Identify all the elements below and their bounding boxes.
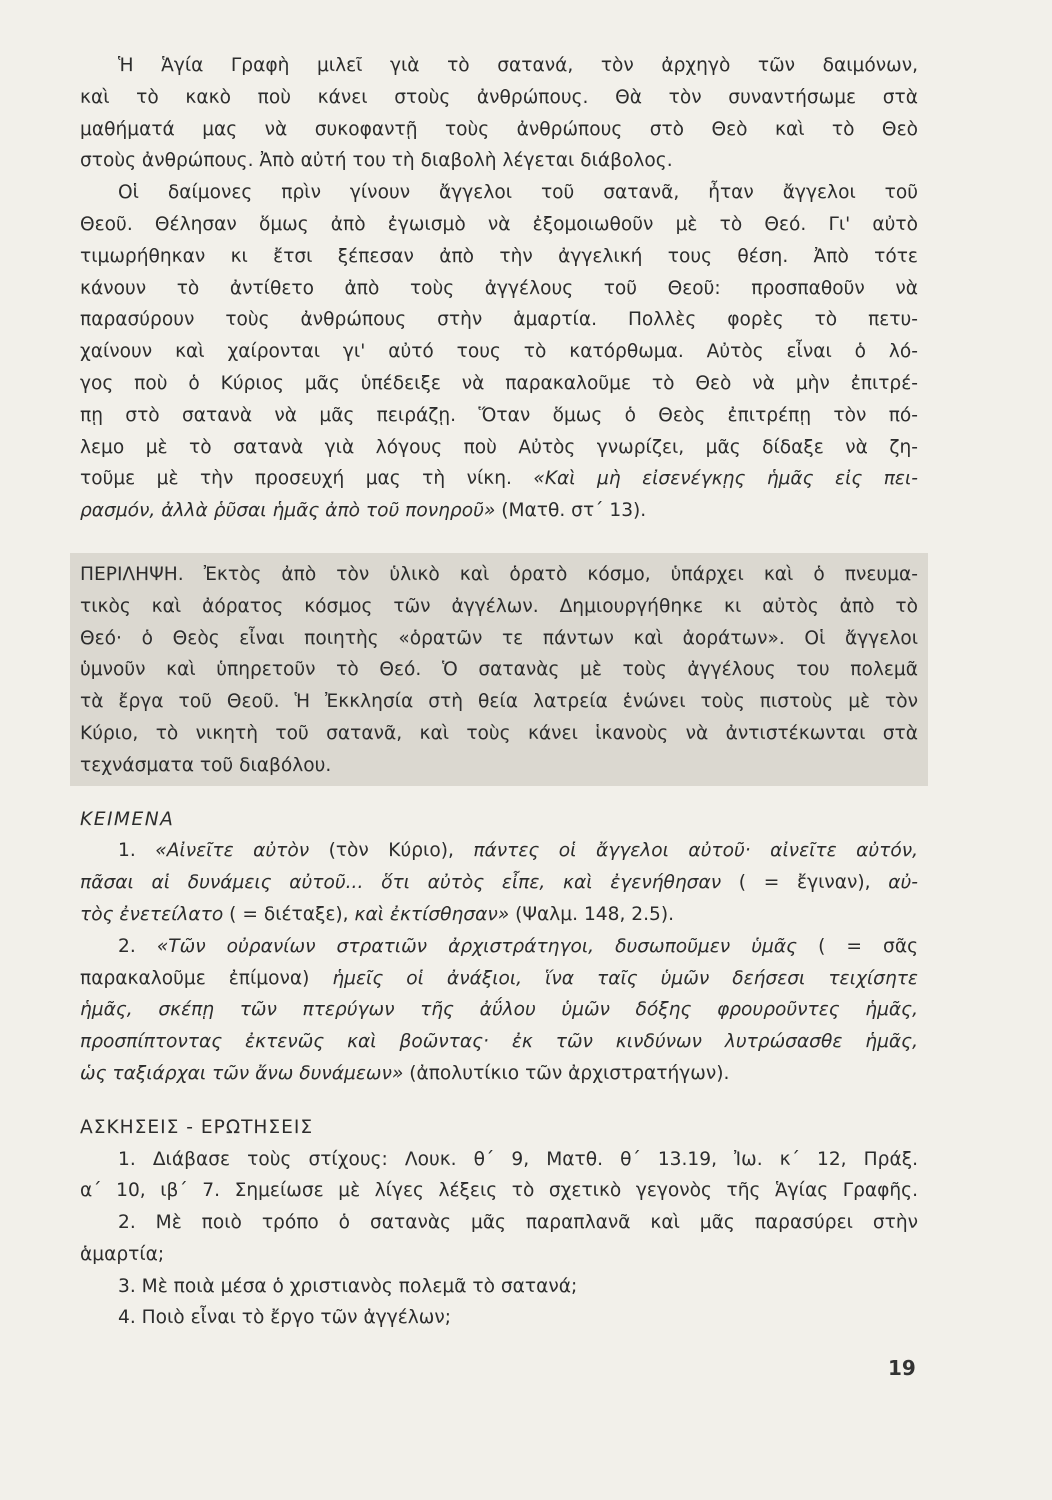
italic-quote: ὡς ταξιάρχαι τῶν ἄνω δυνάμεων» <box>80 1062 404 1084</box>
text-run: παρασύρουν τοὺς ἀνθρώπους στὴν ἁμαρτία. Πολλὲς φορὲς τὸ πετυ- <box>80 309 918 331</box>
summary-line <box>80 686 918 718</box>
main-text-line <box>80 82 918 114</box>
main-text-line <box>80 400 918 432</box>
italic-quote: προσπίπτοντας ἐκτενῶς καὶ βοῶντας· ἐκ τῶν κινδύνων λυτρώσασθε ἡμᾶς, <box>80 1031 918 1053</box>
text-run: ὑμνοῦν καὶ ὑπηρετοῦν τὸ Θεό. Ὁ σατανὰς μὲ τοὺς ἀγγέλους του πολεμᾶ <box>80 659 918 681</box>
main-text-line <box>80 463 918 495</box>
text-run: 2. Μὲ ποιὸ τρόπο ὁ σατανὰς μᾶς παραπλανᾶ καὶ μᾶς παρασύρει στὴν <box>118 1212 918 1234</box>
text-run: Κύριο, τὸ νικητὴ τοῦ σατανᾶ, καὶ τοὺς κάνει ἱκανοὺς νὰ ἀντιστέκωνται στὰ <box>80 722 918 744</box>
text-run: κάνουν τὸ ἀντίθετο ἀπὸ τοὺς ἀγγέλους τοῦ Θεοῦ: προσπαθοῦν νὰ <box>80 277 918 299</box>
text-run: ΠΕΡΙΛΗΨΗ. Ἐκτὸς ἀπὸ τὸν ὑλικὸ καὶ ὁρατὸ κόσμο, ὑπάρχει καὶ ὁ πνευμα- <box>80 563 918 585</box>
question-line <box>80 1175 918 1207</box>
text-run: (ἀπολυτίκιο τῶν ἀρχιστρατήγων). <box>403 1062 730 1084</box>
main-text-line <box>80 241 918 273</box>
keimena-heading: ΚΕΙΜΕΝΑ <box>80 808 175 830</box>
main-text-line <box>80 304 918 336</box>
askiseis-list <box>80 1144 918 1335</box>
summary-line <box>80 718 918 750</box>
page-number: 19 <box>888 1356 916 1380</box>
keimena-line <box>80 835 918 867</box>
question-line <box>80 1239 918 1271</box>
text-run: γος ποὺ ὁ Κύριος μᾶς ὑπέδειξε νὰ παρακαλοῦμε τὸ Θεὸ νὰ μὴν ἐπιτρέ- <box>80 372 918 394</box>
main-text <box>80 50 918 527</box>
text-run: 1. Διάβασε τοὺς στίχους: Λουκ. θ΄ 9, Ματθ. θ΄ 13.19, Ἰω. κ΄ 12, Πράξ. <box>118 1148 918 1170</box>
main-text-line <box>80 368 918 400</box>
text-run: Οἱ δαίμονες πρὶν γίνουν ἄγγελοι τοῦ σατανᾶ, ἦταν ἄγγελοι τοῦ <box>118 182 918 204</box>
question-line <box>80 1302 918 1334</box>
main-text-line <box>80 50 918 82</box>
italic-quote: ρασμόν, ἀλλὰ ῥῦσαι ἡμᾶς ἀπὸ τοῦ πονηροῦ» <box>80 500 496 522</box>
page-body <box>80 50 918 1334</box>
keimena-texts <box>80 835 918 1089</box>
main-text-line <box>80 177 918 209</box>
text-run: τεχνάσματα τοῦ διαβόλου. <box>80 754 332 776</box>
summary-box <box>70 553 928 786</box>
text-run: Θεοῦ. Θέλησαν ὅμως ἀπὸ ἐγωισμὸ νὰ ἐξομοιωθοῦν μὲ τὸ Θεό. Γι' αὐτὸ <box>80 213 918 235</box>
keimena-line <box>80 1058 918 1090</box>
text-run: (Ψαλμ. 148, 2.5). <box>509 903 675 925</box>
text-run: τοῦμε μὲ τὴν προσευχή μας τὴ νίκη. <box>80 468 512 490</box>
text-run: ( = ἔγιναν), <box>721 872 889 894</box>
italic-quote: «Αἰνεῖτε αὐτὸν <box>155 840 310 862</box>
text-run: (Ματθ. στ΄ 13). <box>495 500 647 522</box>
text-run: χαίνουν καὶ χαίρονται γι' αὐτό τους τὸ κατόρθωμα. Αὐτὸς εἶναι ὁ λό- <box>80 341 918 363</box>
text-run: Ἡ Ἁγία Γραφὴ μιλεῖ γιὰ τὸ σατανά, τὸν ἀρχηγὸ τῶν δαιμόνων, <box>118 55 918 76</box>
text-run: ( = διέταξε), <box>223 903 355 925</box>
keimena-line <box>80 994 918 1026</box>
text-run: Θεό· ὁ Θεὸς εἶναι ποιητὴς «ὁρατῶν τε πάντων καὶ ἀοράτων». Οἱ ἄγγελοι <box>80 627 918 649</box>
italic-quote: αὐ- <box>888 872 918 894</box>
askiseis-heading: ΑΣΚΗΣΕΙΣ - ΕΡΩΤΗΣΕΙΣ <box>80 1116 314 1138</box>
text-run: καὶ τὸ κακὸ ποὺ κάνει στοὺς ἀνθρώπους. Θὰ τὸν συναντήσωμε στὰ <box>80 86 918 108</box>
main-text-line <box>80 273 918 305</box>
text-run: παρακαλοῦμε ἐπίμονα) <box>80 967 333 989</box>
main-text-line <box>80 114 918 146</box>
text-run: λεμο μὲ τὸ σατανὰ γιὰ λόγους ποὺ Αὐτὸς γνωρίζει, μᾶς δίδαξε νὰ ζη- <box>80 436 918 458</box>
italic-quote: πάντες οἱ ἄγγελοι αὐτοῦ· αἰνεῖτε αὐτόν, <box>473 840 919 862</box>
summary-line <box>80 623 918 655</box>
text-run: τιμωρήθηκαν κι ἔτσι ξέπεσαν ἀπὸ τὴν ἀγγελική τους θέση. Ἀπὸ τότε <box>80 245 918 267</box>
summary-line <box>80 750 918 782</box>
italic-quote: «Καὶ μὴ εἰσενέγκῃς ἡμᾶς εἰς πει- <box>533 468 918 490</box>
question-line <box>80 1144 918 1176</box>
text-run: α΄ 10, ιβ΄ 7. Σημείωσε μὲ λίγες λέξεις τὸ σχετικὸ γεγονὸς τῆς Ἁγίας Γραφῆς. <box>80 1180 918 1202</box>
text-run: πῃ στὸ σατανὰ νὰ μᾶς πειράζῃ. Ὅταν ὅμως ὁ Θεὸς ἐπιτρέπῃ τὸν πό- <box>80 404 918 426</box>
text-run: στοὺς ἀνθρώπους. Ἀπὸ αὐτή του τὴ διαβολὴ λέγεται διάβολος. <box>80 150 673 172</box>
italic-quote: τὸς ἐνετείλατο <box>80 903 224 925</box>
text-run: τὰ ἔργα τοῦ Θεοῦ. Ἡ Ἐκκλησία στὴ θεία λατρεία ἑνώνει τοὺς πιστοὺς μὲ τὸν <box>80 691 918 713</box>
text-run: 4. Ποιὸ εἶναι τὸ ἔργο τῶν ἀγγέλων; <box>118 1307 451 1329</box>
main-text-line <box>80 209 918 241</box>
text-run: 3. Μὲ ποιὰ μέσα ὁ χριστιανὸς πολεμᾶ τὸ σατανά; <box>118 1275 578 1297</box>
italic-quote: «Τῶν οὐρανίων στρατιῶν ἀρχιστράτηγοι, δυσωποῦμεν ὑμᾶς <box>156 935 798 957</box>
main-text-line <box>80 432 918 464</box>
main-text-line <box>80 336 918 368</box>
text-run: (τὸν Κύριο), <box>309 840 474 862</box>
main-text-line <box>80 145 918 177</box>
keimena-line <box>80 867 918 899</box>
main-text-line <box>80 495 918 527</box>
summary-line <box>80 654 918 686</box>
keimena-line <box>80 963 918 995</box>
italic-quote: καὶ ἐκτίσθησαν» <box>354 903 510 925</box>
text-run: τικὸς καὶ ἀόρατος κόσμος τῶν ἀγγέλων. Δημιουργήθηκε κι αὐτὸς ἀπὸ τὸ <box>80 595 918 617</box>
text-run: 1. <box>118 840 156 862</box>
summary-line <box>80 559 918 591</box>
keimena-line <box>80 1026 918 1058</box>
text-run: ἁμαρτία; <box>80 1243 165 1265</box>
text-run: 2. <box>118 935 157 957</box>
question-line <box>80 1207 918 1239</box>
text-run: ( = σᾶς <box>797 935 919 957</box>
summary-line <box>80 591 918 623</box>
text-run: μαθήματά μας νὰ συκοφαντῇ τοὺς ἀνθρώπους στὸ Θεὸ καὶ τὸ Θεὸ <box>80 118 918 140</box>
keimena-line <box>80 931 918 963</box>
italic-quote: πᾶσαι αἱ δυνάμεις αὐτοῦ... ὅτι αὐτὸς εἶπε, καὶ ἐγενήθησαν <box>80 872 722 894</box>
italic-quote: ἡμᾶς, σκέπῃ τῶν πτερύγων τῆς ἀΰλου ὑμῶν δόξης φρουροῦντες ἡμᾶς, <box>80 999 918 1021</box>
question-line <box>80 1271 918 1303</box>
italic-quote: ἡμεῖς οἱ ἀνάξιοι, ἵνα ταῖς ὑμῶν δεήσεσι τειχίσητε <box>332 967 918 989</box>
keimena-line <box>80 899 918 931</box>
